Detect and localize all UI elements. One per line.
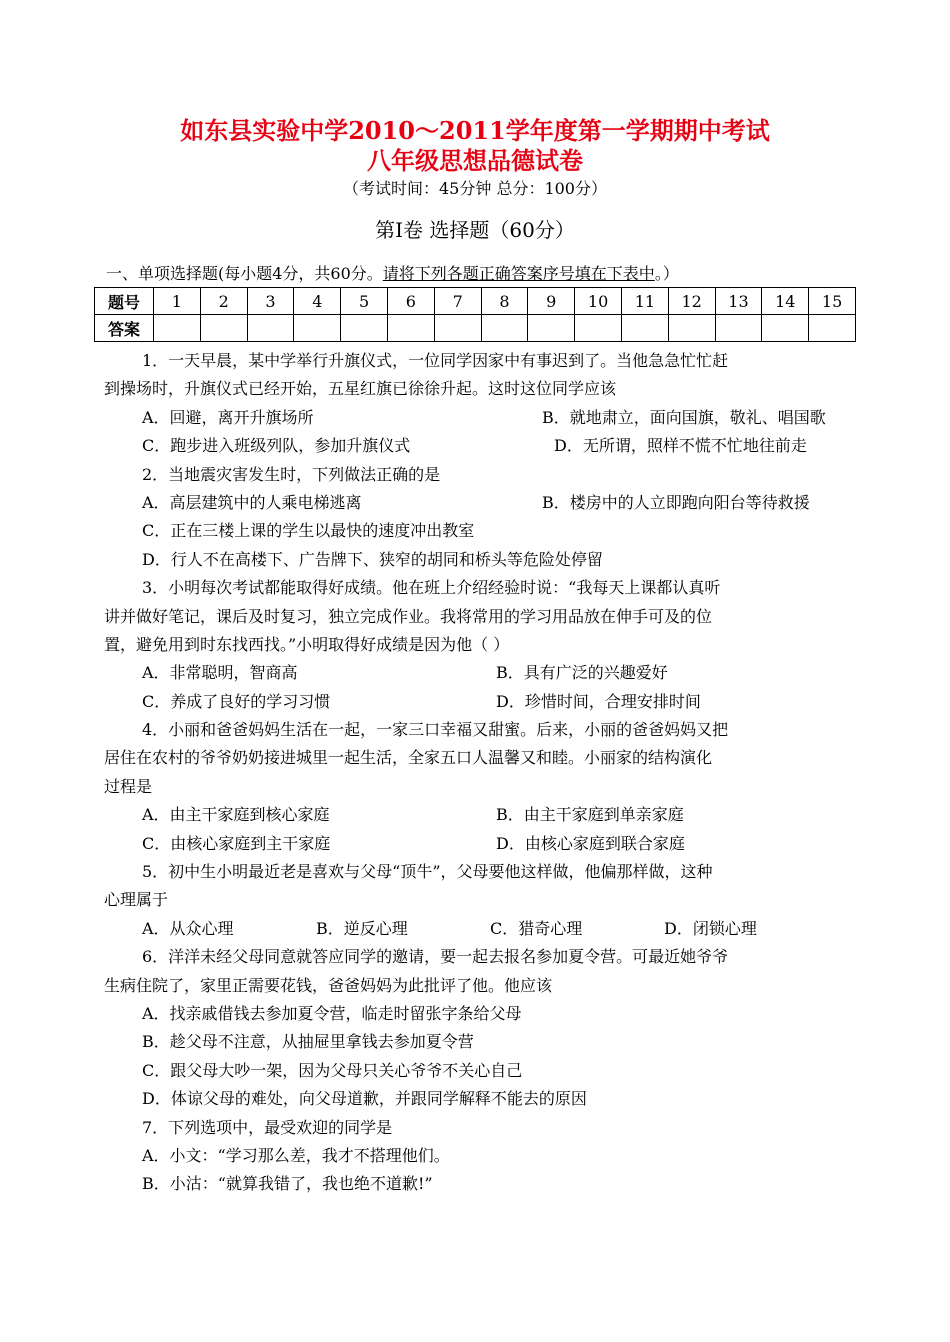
answer-cell[interactable] (387, 315, 434, 342)
option-d: D．行人不在高楼下、广告牌下、狭窄的胡同和桥头等危险处停留 (142, 549, 603, 569)
question-number-cell: 11 (621, 288, 668, 315)
option-row (104, 432, 850, 460)
answer-cell[interactable] (528, 315, 575, 342)
option-row (104, 659, 850, 687)
question-number-cell: 14 (762, 288, 809, 315)
answer-cell[interactable] (247, 315, 294, 342)
instructions-suffix: 。） (654, 264, 679, 283)
option-a: A．由主干家庭到核心家庭 (142, 805, 330, 825)
question-stem: 置，避免用到时东找西找。”小明取得好成绩是因为他（ ） (104, 634, 510, 654)
exam-subtitle: 八年级思想品德试卷 (367, 146, 583, 175)
option-c: C．猎奇心理 (490, 918, 583, 938)
question-stem: 3．小明每次考试都能取得好成绩。他在班上介绍经验时说：“我每天上课都认真听 (142, 578, 721, 598)
option-a: A．小文：“学习那么差，我才不搭理他们。 (142, 1145, 450, 1165)
option-b: B．逆反心理 (316, 918, 408, 938)
option-row (104, 915, 850, 943)
option-c: C．由核心家庭到主干家庭 (142, 833, 331, 853)
question-number-cell: 7 (434, 288, 481, 315)
question-number-cell: 12 (668, 288, 715, 315)
option-b: B．就地肃立，面向国旗，敬礼、唱国歌 (542, 407, 826, 427)
answer-table-answer-row (95, 315, 856, 342)
answer-cell[interactable] (575, 315, 622, 342)
option-c: C．养成了良好的学习习惯 (142, 691, 331, 711)
question-number-cell: 3 (247, 288, 294, 315)
option-a: A．从众心理 (142, 918, 234, 938)
option-c: C．跟父母大吵一架，因为父母只关心爷爷不关心自己 (142, 1060, 523, 1080)
question-stem: 过程是 (104, 776, 153, 796)
answer-cell[interactable] (154, 315, 201, 342)
answer-cell[interactable] (621, 315, 668, 342)
option-c: C．跑步进入班级列队，参加升旗仪式 (142, 436, 411, 456)
option-b: B．楼房中的人立即跑向阳台等待救援 (542, 492, 810, 512)
question-number-cell: 13 (715, 288, 762, 315)
answer-cell[interactable] (294, 315, 341, 342)
question-stem: 4．小丽和爸爸妈妈生活在一起，一家三口幸福又甜蜜。后来，小丽的爸爸妈妈又把 (142, 720, 729, 740)
option-a: A．找亲戚借钱去参加夏令营，临走时留张字条给父母 (142, 1003, 522, 1023)
option-row (104, 489, 850, 517)
option-row (104, 688, 850, 716)
option-b: B．由主干家庭到单亲家庭 (496, 805, 684, 825)
answer-cell[interactable] (341, 315, 388, 342)
question-stem: 5．初中生小明最近老是喜欢与父母“顶牛”，父母要他这样做，他偏那样做，这种 (142, 862, 713, 882)
answer-cell[interactable] (200, 315, 247, 342)
answer-cell[interactable] (668, 315, 715, 342)
question-number-cell: 15 (809, 288, 856, 315)
question-stem: 2．当地震灾害发生时，下列做法正确的是 (142, 464, 441, 484)
answer-cell[interactable] (481, 315, 528, 342)
question-stem: 到操场时，升旗仪式已经开始，五星红旗已徐徐升起。这时这位同学应该 (104, 379, 617, 399)
option-a: A．回避，离开升旗场所 (142, 407, 314, 427)
option-d: D．由核心家庭到联合家庭 (496, 833, 685, 853)
table-header-answer: 答案 (95, 315, 154, 342)
option-d: D．闭锁心理 (664, 918, 757, 938)
option-b: B．趁父母不注意，从抽屉里拿钱去参加夏令营 (142, 1032, 474, 1052)
option-row (104, 404, 850, 432)
answer-cell[interactable] (809, 315, 856, 342)
question-number-cell: 9 (528, 288, 575, 315)
instructions-prefix: 一、单项选择题(每小题4分，共60分。 (106, 264, 383, 283)
option-row (104, 801, 850, 829)
part-heading: 第Ⅰ卷 选择题（60分） (375, 218, 575, 242)
questions-body (104, 347, 850, 1199)
answer-cell[interactable] (715, 315, 762, 342)
question-stem: 7．下列选项中，最受欢迎的同学是 (142, 1117, 393, 1137)
question-number-cell: 1 (154, 288, 201, 315)
question-stem: 讲并做好笔记，课后及时复习，独立完成作业。我将常用的学习用品放在伸手可及的位 (104, 606, 713, 626)
option-d: D．珍惜时间，合理安排时间 (496, 691, 701, 711)
question-number-cell: 8 (481, 288, 528, 315)
option-b: B．小沽：“就算我错了，我也绝不道歉!” (142, 1174, 433, 1194)
option-c: C．正在三楼上课的学生以最快的速度冲出教室 (142, 521, 475, 541)
question-stem: 心理属于 (104, 890, 169, 910)
exam-info: （考试时间：45分钟 总分：100分） (343, 179, 607, 198)
answer-cell[interactable] (762, 315, 809, 342)
answer-table (94, 287, 856, 342)
section-instructions (106, 262, 679, 286)
option-a: A．高层建筑中的人乘电梯逃离 (142, 492, 362, 512)
question-stem: 生病住院了，家里正需要花钱，爸爸妈妈为此批评了他。他应该 (104, 975, 553, 995)
option-d: D．体谅父母的难处，向父母道歉，并跟同学解释不能去的原因 (142, 1089, 587, 1109)
question-stem: 居住在农村的爷爷奶奶接进城里一起生活，全家五口人温馨又和睦。小丽家的结构演化 (104, 748, 713, 768)
question-stem: 1．一天早晨，某中学举行升旗仪式，一位同学因家中有事迟到了。当他急急忙忙赶 (142, 351, 729, 370)
question-number-cell: 5 (341, 288, 388, 315)
answer-cell[interactable] (434, 315, 481, 342)
answer-table-number-row (95, 288, 856, 315)
option-b: B．具有广泛的兴趣爱好 (496, 663, 668, 683)
option-d: D．无所谓，照样不慌不忙地往前走 (554, 436, 807, 456)
question-number-cell: 2 (200, 288, 247, 315)
question-number-cell: 10 (575, 288, 622, 315)
question-number-cell: 4 (294, 288, 341, 315)
instructions-underlined: 请将下列各题正确答案序号填在下表中 (382, 264, 655, 283)
table-header-number: 题号 (95, 288, 154, 315)
exam-title: 如东县实验中学2010～2011学年度第一学期期中考试 (180, 116, 770, 145)
question-stem: 6．洋洋未经父母同意就答应同学的邀请，要一起去报名参加夏令营。可最近她爷爷 (142, 947, 729, 967)
option-a: A．非常聪明，智商高 (142, 663, 298, 683)
question-number-cell: 6 (387, 288, 434, 315)
option-row (104, 830, 850, 858)
